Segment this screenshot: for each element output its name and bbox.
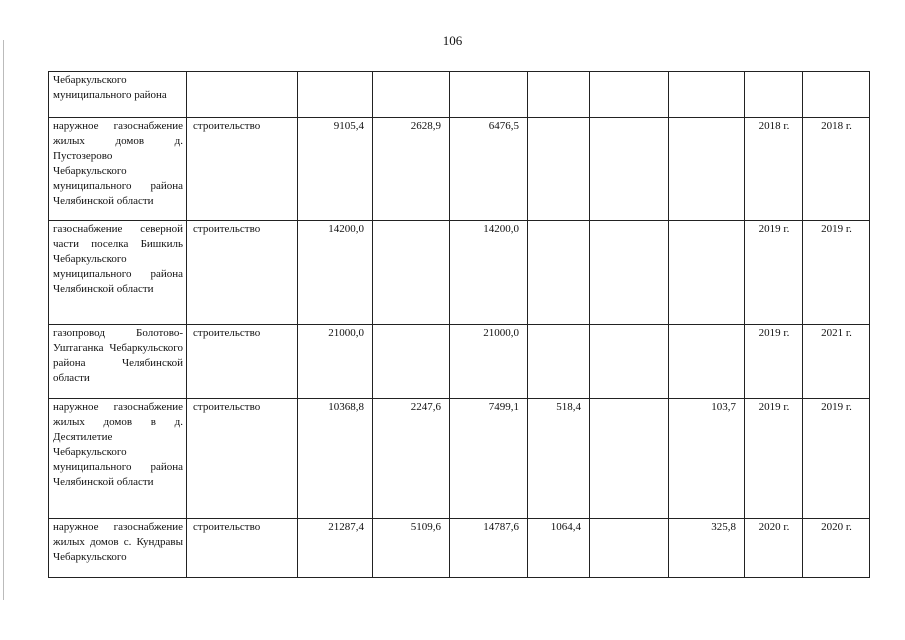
work-type-cell xyxy=(187,72,298,118)
funding-cell-6: 325,8 xyxy=(669,519,745,578)
table-row xyxy=(49,519,870,578)
binding-line xyxy=(3,40,4,600)
work-type-cell: строительство xyxy=(187,519,298,578)
funding-cell-5 xyxy=(590,325,669,399)
funding-cell-4: 1064,4 xyxy=(528,519,590,578)
funding-cell-2 xyxy=(373,221,450,325)
funding-cell-6 xyxy=(669,118,745,221)
work-type-cell: строительство xyxy=(187,221,298,325)
funding-cell-6 xyxy=(669,72,745,118)
end-year-cell xyxy=(803,72,870,118)
funding-cell-6: 103,7 xyxy=(669,399,745,519)
funding-cell-3: 6476,5 xyxy=(450,118,528,221)
total-cost-cell xyxy=(298,72,373,118)
table-row xyxy=(49,118,870,221)
funding-cell-2 xyxy=(373,325,450,399)
object-name-cell: газопровод Болотово-Уштаганка Чебаркульского района Челябинской области xyxy=(49,325,187,399)
object-name-cell: наружное газоснабжение жилых домов д. Пустозерово Чебаркульского муниципального района Челябинской области xyxy=(49,118,187,221)
funding-cell-2 xyxy=(373,72,450,118)
total-cost-cell: 10368,8 xyxy=(298,399,373,519)
object-name-cell: наружное газоснабжение жилых домов в д. Десятилетие Чебаркульского муниципального района Челябинской области xyxy=(49,399,187,519)
funding-cell-2: 2247,6 xyxy=(373,399,450,519)
end-year-cell: 2020 г. xyxy=(803,519,870,578)
table-row xyxy=(49,325,870,399)
total-cost-cell: 21000,0 xyxy=(298,325,373,399)
work-type-cell: строительство xyxy=(187,325,298,399)
page-number: 106 xyxy=(442,33,463,48)
work-type-cell: строительство xyxy=(187,118,298,221)
funding-cell-5 xyxy=(590,118,669,221)
total-cost-cell: 9105,4 xyxy=(298,118,373,221)
funding-cell-2: 5109,6 xyxy=(373,519,450,578)
total-cost-cell: 14200,0 xyxy=(298,221,373,325)
start-year-cell xyxy=(745,72,803,118)
investment-table xyxy=(48,71,870,578)
funding-cell-3: 7499,1 xyxy=(450,399,528,519)
object-name-cell: наружное газоснабжение жилых домов с. Кундравы Чебаркульского xyxy=(49,519,187,578)
work-type-cell: строительство xyxy=(187,399,298,519)
end-year-cell: 2019 г. xyxy=(803,399,870,519)
funding-cell-6 xyxy=(669,221,745,325)
object-name-cell: газоснабжение северной части поселка Бишкиль Чебаркульского муниципального района Челябинской области xyxy=(49,221,187,325)
funding-cell-5 xyxy=(590,519,669,578)
funding-cell-4: 518,4 xyxy=(528,399,590,519)
funding-cell-3: 21000,0 xyxy=(450,325,528,399)
start-year-cell: 2019 г. xyxy=(745,399,803,519)
funding-cell-3: 14200,0 xyxy=(450,221,528,325)
funding-cell-4 xyxy=(528,221,590,325)
start-year-cell: 2019 г. xyxy=(745,325,803,399)
total-cost-cell: 21287,4 xyxy=(298,519,373,578)
start-year-cell: 2018 г. xyxy=(745,118,803,221)
funding-cell-4 xyxy=(528,72,590,118)
funding-cell-4 xyxy=(528,118,590,221)
object-name-cell: Чебаркульского муниципального района xyxy=(49,72,187,118)
funding-cell-6 xyxy=(669,325,745,399)
funding-cell-5 xyxy=(590,399,669,519)
table-row xyxy=(49,72,870,118)
table-row xyxy=(49,399,870,519)
funding-cell-5 xyxy=(590,72,669,118)
start-year-cell: 2020 г. xyxy=(745,519,803,578)
end-year-cell: 2018 г. xyxy=(803,118,870,221)
funding-cell-4 xyxy=(528,325,590,399)
table-row xyxy=(49,221,870,325)
start-year-cell: 2019 г. xyxy=(745,221,803,325)
funding-cell-3: 14787,6 xyxy=(450,519,528,578)
funding-cell-5 xyxy=(590,221,669,325)
end-year-cell: 2021 г. xyxy=(803,325,870,399)
funding-cell-2: 2628,9 xyxy=(373,118,450,221)
end-year-cell: 2019 г. xyxy=(803,221,870,325)
funding-cell-3 xyxy=(450,72,528,118)
